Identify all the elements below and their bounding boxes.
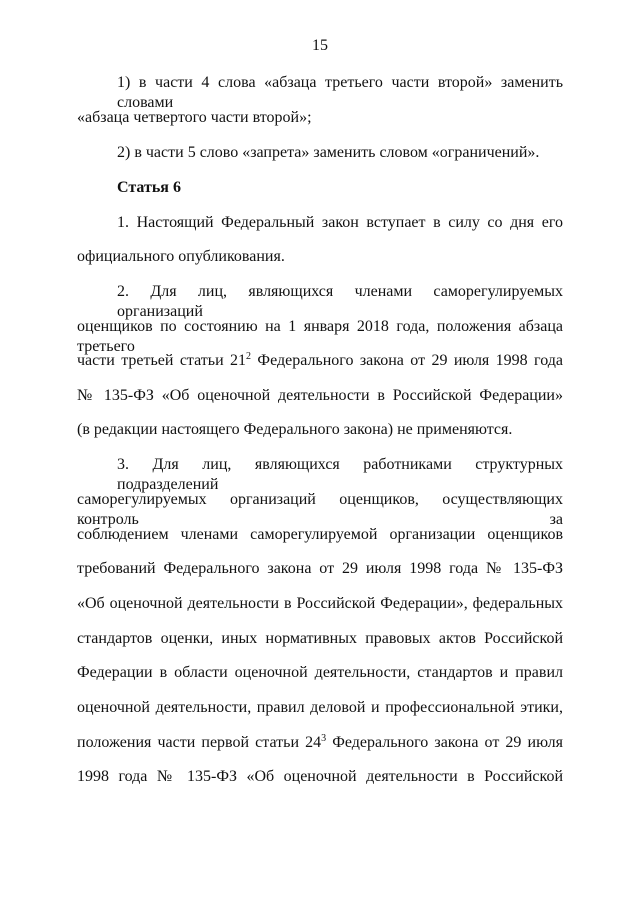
text-line: «абзаца четвертого части второй»; (77, 109, 312, 126)
text-line: 2) в части 5 слово «запрета» заменить словом «ограничений». (117, 144, 540, 161)
article-heading: Статья 6 (117, 179, 181, 196)
text-line: 2. Для лиц, являющихся членами саморегулируемых организаций (117, 283, 563, 320)
text-fragment: Федерального закона от 29 июля (326, 734, 564, 751)
text-line: требований Федерального закона от 29 июля 1998 года № 135-ФЗ (77, 560, 563, 577)
text-line: Федерации в области оценочной деятельности, стандартов и правил (77, 664, 563, 681)
text-line: 3. Для лиц, являющихся работниками структурных подразделений (117, 456, 563, 493)
text-fragment: части третьей статьи 21 (77, 352, 247, 369)
text-fragment: положения части первой статьи 24 (77, 734, 322, 751)
text-line: № 135-ФЗ «Об оценочной деятельности в Российской Федерации» (77, 387, 563, 404)
text-line-with-superscript (77, 733, 563, 753)
page-number: 15 (312, 37, 328, 54)
text-line: саморегулируемых организаций оценщиков, осуществляющих контроль за (77, 491, 563, 528)
text-line: оценщиков по состоянию на 1 января 2018 года, положения абзаца третьего (77, 318, 563, 355)
text-fragment: Федерального закона от 29 июля 1998 года (251, 352, 564, 369)
text-line: соблюдением членами саморегулируемой организации оценщиков (77, 526, 563, 543)
text-line: «Об оценочной деятельности в Российской Федерации», федеральных (77, 595, 563, 612)
text-line-with-superscript (77, 351, 563, 371)
text-line: оценочной деятельности, правил деловой и профессиональной этики, (77, 699, 563, 716)
text-line: (в редакции настоящего Федерального закона) не применяются. (77, 421, 513, 438)
text-line: 1. Настоящий Федеральный закон вступает в силу со дня его (117, 214, 563, 231)
text-line: официального опубликования. (77, 248, 285, 265)
superscript: 2 (246, 351, 252, 362)
text-line: стандартов оценки, иных нормативных правовых актов Российской (77, 630, 563, 647)
text-line: 1) в части 4 слова «абзаца третьего части второй» заменить словами (117, 74, 563, 111)
superscript: 3 (321, 733, 327, 744)
text-line: 1998 года № 135-ФЗ «Об оценочной деятельности в Российской (77, 768, 563, 785)
